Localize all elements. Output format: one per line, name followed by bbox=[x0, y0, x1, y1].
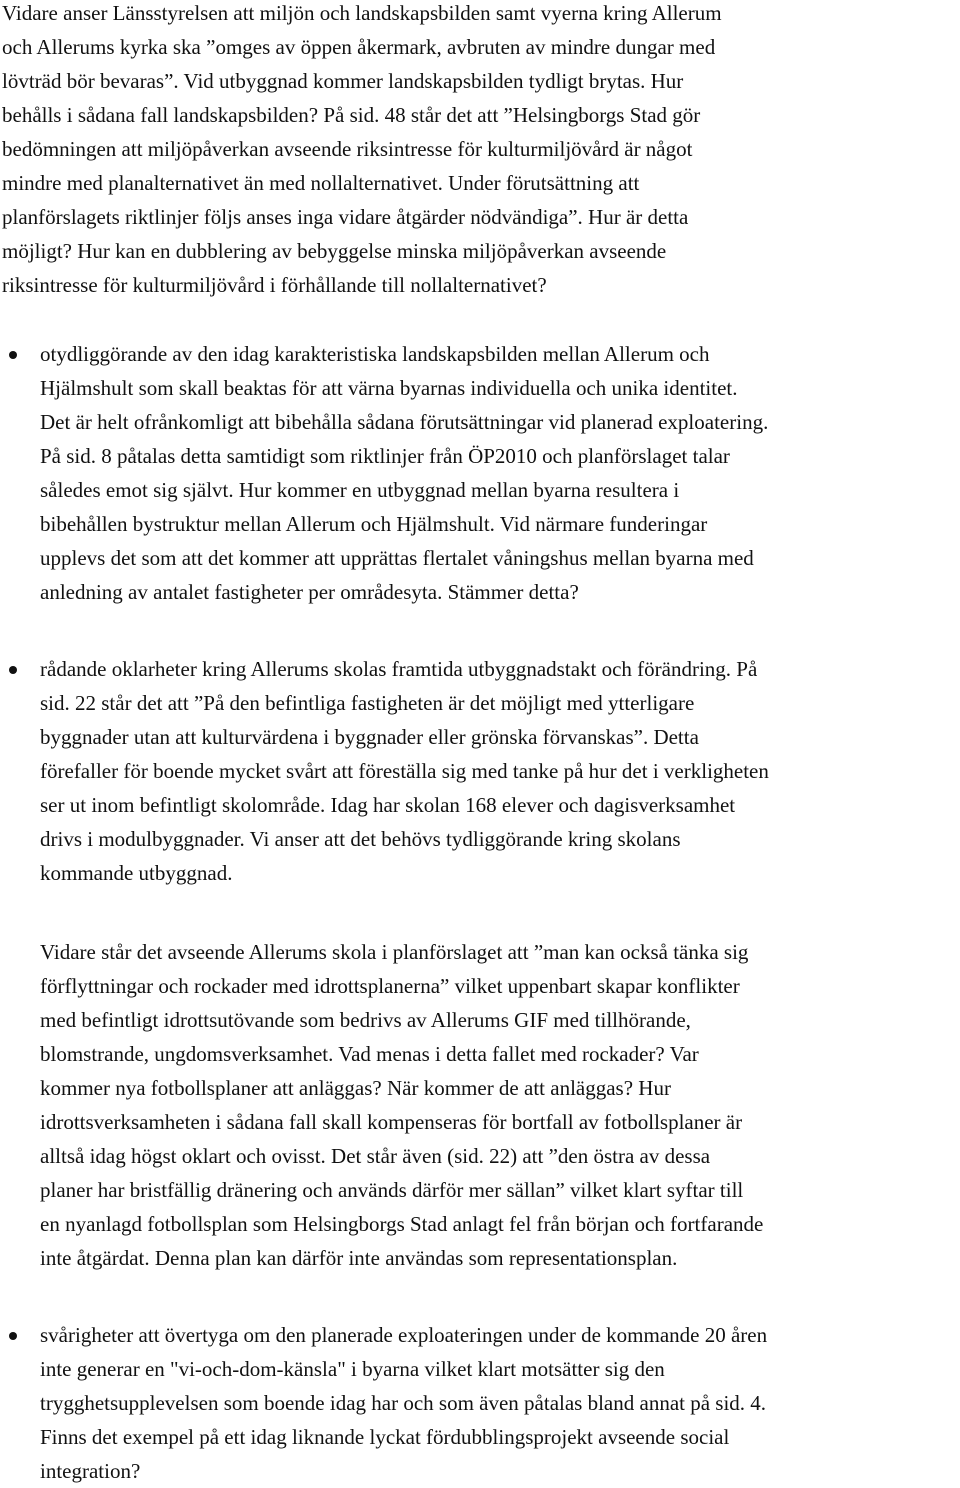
intro-line: planförslagets riktlinjer följs anses inga vidare åtgärder nödvändiga”. Hur är detta bbox=[2, 205, 689, 229]
bullet-line: På sid. 8 påtalas detta samtidigt som riktlinjer från ÖP2010 och planförslaget talar bbox=[40, 444, 730, 468]
bullet-line: förefaller för boende mycket svårt att föreställa sig med tanke på hur det i verkligheten bbox=[40, 759, 769, 783]
intro-line: möjligt? Hur kan en dubblering av bebyggelse minska miljöpåverkan avseende bbox=[2, 239, 667, 263]
intro-line: och Allerums kyrka ska ”omges av öppen åkermark, avbruten av mindre dungar med bbox=[2, 35, 716, 59]
bullet-line: Hjälmshult som skall beaktas för att värna byarnas individuella och unika identitet. bbox=[40, 376, 738, 400]
bullet-line: anledning av antalet fastigheter per områdesyta. Stämmer detta? bbox=[40, 580, 579, 604]
bullet-line: kommande utbyggnad. bbox=[40, 861, 233, 885]
intro-line: riksintresse för kulturmiljövård i förhållande till nollalternativet? bbox=[2, 273, 547, 297]
paragraph-line: en nyanlagd fotbollsplan som Helsingborgs Stad anlagt fel från början och fortfarande bbox=[40, 1212, 764, 1236]
bullet-icon bbox=[9, 1332, 17, 1340]
bullet-line: upplevs det som att det kommer att upprättas flertalet våningshus mellan byarna med bbox=[40, 546, 754, 570]
paragraph-line: idrottsverksamheten i sådana fall skall kompenseras för bortfall av fotbollsplaner är bbox=[40, 1110, 743, 1134]
bullet-line: bibehållen bystruktur mellan Allerum och Hjälmshult. Vid närmare funderingar bbox=[40, 512, 708, 536]
paragraph-line: alltså idag högst oklart och ovisst. Det står även (sid. 22) att ”den östra av dessa bbox=[40, 1144, 711, 1168]
bullet-line: Det är helt ofrånkomligt att bibehålla sådana förutsättningar vid planerad exploatering. bbox=[40, 410, 769, 434]
intro-line: mindre med planalternativet än med nollalternativet. Under förutsättning att bbox=[2, 171, 640, 195]
intro-line: Vidare anser Länsstyrelsen att miljön och landskapsbilden samt vyerna kring Allerum bbox=[2, 1, 722, 25]
paragraph-line: kommer nya fotbollsplaner att anläggas? När kommer de att anläggas? Hur bbox=[40, 1076, 671, 1100]
bullet-line: trygghetsupplevelsen som boende idag har och som även påtalas bland annat på sid. 4. bbox=[40, 1391, 767, 1415]
bullet-line: svårigheter att övertyga om den planerade exploateringen under de kommande 20 åren bbox=[40, 1323, 768, 1347]
intro-line: bedömningen att miljöpåverkan avseende riksintresse för kulturmiljövård är något bbox=[2, 137, 693, 161]
bullet-line: rådande oklarheter kring Allerums skolas framtida utbyggnadstakt och förändring. På bbox=[40, 657, 758, 681]
paragraph-line: inte åtgärdat. Denna plan kan därför inte användas som representationsplan. bbox=[40, 1246, 678, 1270]
bullet-line: således emot sig självt. Hur kommer en utbyggnad mellan byarna resultera i bbox=[40, 478, 680, 502]
bullet-icon bbox=[9, 351, 17, 359]
paragraph-line: med befintligt idrottsutövande som bedrivs av Allerums GIF med tillhörande, bbox=[40, 1008, 691, 1032]
paragraph-line: förflyttningar och rockader med idrottsplanerna” vilket uppenbart skapar konflikter bbox=[40, 974, 740, 998]
bullet-icon bbox=[9, 666, 17, 674]
bullet-line: drivs i modulbyggnader. Vi anser att det behövs tydliggörande kring skolans bbox=[40, 827, 681, 851]
paragraph-line: Vidare står det avseende Allerums skola i planförslaget att ”man kan också tänka sig bbox=[40, 940, 749, 964]
bullet-line: ser ut inom befintligt skolområde. Idag har skolan 168 elever och dagisverksamhet bbox=[40, 793, 736, 817]
paragraph-line: planer har bristfällig dränering och används därför mer sällan” vilket klart syftar till bbox=[40, 1178, 744, 1202]
intro-line: lövträd bör bevaras”. Vid utbyggnad kommer landskapsbilden tydligt brytas. Hur bbox=[2, 69, 684, 93]
bullet-line: otydliggörande av den idag karakteristiska landskapsbilden mellan Allerum och bbox=[40, 342, 710, 366]
bullet-line: Finns det exempel på ett idag liknande lyckat fördubblingsprojekt avseende social bbox=[40, 1425, 730, 1449]
bullet-line: integration? bbox=[40, 1459, 141, 1483]
bullet-line: byggnader utan att kulturvärdena i byggnader eller grönska förvanskas”. Detta bbox=[40, 725, 699, 749]
paragraph-line: blomstrande, ungdomsverksamhet. Vad menas i detta fallet med rockader? Var bbox=[40, 1042, 699, 1066]
intro-line: behålls i sådana fall landskapsbilden? På sid. 48 står det att ”Helsingborgs Stad gör bbox=[2, 103, 701, 127]
bullet-line: sid. 22 står det att ”På den befintliga fastigheten är det möjligt med ytterligare bbox=[40, 691, 695, 715]
bullet-line: inte generar en "vi-och-dom-känsla" i byarna vilket klart motsätter sig den bbox=[40, 1357, 665, 1381]
